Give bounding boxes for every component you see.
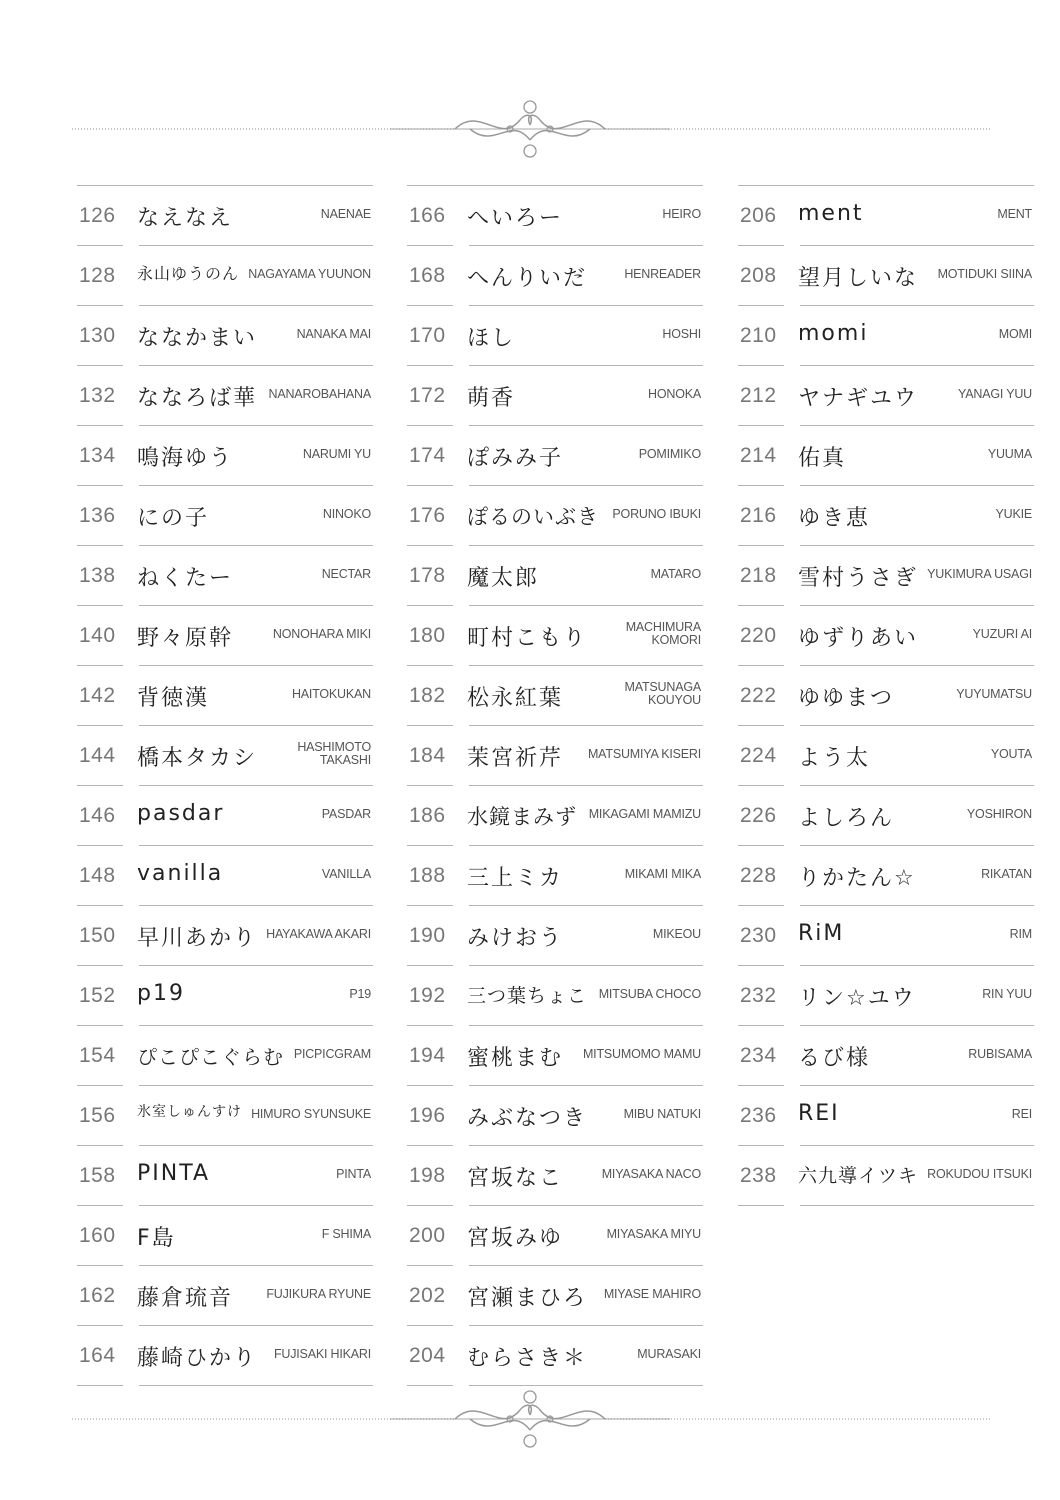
entry-romaji: F SHIMA xyxy=(321,1227,371,1241)
credit-entry xyxy=(407,1326,703,1386)
entry-name: 水鏡まみず xyxy=(467,805,577,829)
entry-name: vanilla xyxy=(137,861,224,886)
entry-name: むらさき＊ xyxy=(467,1346,588,1371)
entry-number: 186 xyxy=(409,804,446,827)
entry-number: 174 xyxy=(409,444,446,467)
entry-romaji: HASHIMOTO TAKASHI xyxy=(297,740,371,767)
credit-entry xyxy=(77,186,373,246)
credit-entry xyxy=(77,906,373,966)
entry-number: 188 xyxy=(409,864,446,887)
entry-name: 萌香 xyxy=(467,386,516,411)
entry-number: 158 xyxy=(79,1164,116,1187)
entry-number: 210 xyxy=(740,324,777,347)
entry-romaji: HAITOKUKAN xyxy=(291,687,371,701)
entry-romaji: MURASAKI xyxy=(637,1347,701,1361)
entry-romaji: NECTAR xyxy=(321,567,371,581)
credit-entry xyxy=(77,1326,373,1386)
credit-entry xyxy=(738,666,1034,726)
entry-name: りかたん☆ xyxy=(798,866,916,891)
credit-entry xyxy=(738,546,1034,606)
entry-romaji: MIYASE MAHIRO xyxy=(603,1287,701,1301)
entry-name: 早川あかり xyxy=(137,926,258,951)
entry-number: 226 xyxy=(740,804,777,827)
entry-number: 140 xyxy=(79,624,116,647)
entry-number: 154 xyxy=(79,1044,116,1067)
entry-name: 橋本タカシ xyxy=(137,746,258,771)
entry-name: ななかまい xyxy=(137,326,258,351)
entry-number: 128 xyxy=(79,264,116,287)
entry-romaji: FUJISAKI HIKARI xyxy=(273,1347,371,1361)
entry-name: リン☆ユウ xyxy=(798,986,916,1011)
entry-romaji: PASDAR xyxy=(321,807,371,821)
credits-column-2 xyxy=(407,185,703,1386)
credit-entry xyxy=(77,606,373,666)
entry-romaji: NINOKO xyxy=(322,507,371,521)
entry-number: 196 xyxy=(409,1104,446,1127)
credit-entry xyxy=(407,546,703,606)
credit-entry xyxy=(77,846,373,906)
entry-name: 松永紅葉 xyxy=(467,686,564,711)
entry-romaji: YUUMA xyxy=(987,447,1032,461)
entry-number: 156 xyxy=(79,1104,116,1127)
entry-name: 茉宮祈芹 xyxy=(467,746,564,771)
entry-romaji: MIBU NATUKI xyxy=(623,1107,701,1121)
credit-entry xyxy=(738,846,1034,906)
entry-romaji: MIKAGAMI MAMIZU xyxy=(588,807,701,821)
credit-entry xyxy=(407,486,703,546)
entry-romaji: RIN YUU xyxy=(982,987,1032,1001)
entry-name: 三上ミカ xyxy=(467,866,564,891)
entry-romaji: MATSUNAGA KOUYOU xyxy=(624,680,701,707)
entry-name: へいろー xyxy=(467,206,564,231)
entry-number: 166 xyxy=(409,204,446,227)
entry-romaji: YUZURI AI xyxy=(972,627,1032,641)
credit-entry xyxy=(738,246,1034,306)
entry-number: 126 xyxy=(79,204,116,227)
entry-number: 184 xyxy=(409,744,446,767)
entry-number: 220 xyxy=(740,624,777,647)
entry-number: 216 xyxy=(740,504,777,527)
credit-entry xyxy=(738,186,1034,246)
entry-name: 蜜桃まむ xyxy=(467,1046,564,1071)
credit-entry xyxy=(77,1026,373,1086)
entry-number: 178 xyxy=(409,564,446,587)
entry-romaji: ROKUDOU ITSUKI xyxy=(927,1167,1032,1181)
entry-name: へんりいだ xyxy=(467,266,588,291)
entry-name: 魔太郎 xyxy=(467,566,540,591)
entry-romaji: RUBISAMA xyxy=(968,1047,1032,1061)
entry-romaji: NANAROBAHANA xyxy=(268,387,371,401)
credit-entry xyxy=(738,426,1034,486)
entry-romaji: POMIMIKO xyxy=(638,447,701,461)
entry-romaji: MACHIMURA KOMORI xyxy=(625,620,701,647)
entry-romaji: YOUTA xyxy=(990,747,1032,761)
entry-number: 144 xyxy=(79,744,116,767)
credit-entry xyxy=(77,1206,373,1266)
entry-romaji: MIKEOU xyxy=(652,927,701,941)
entry-name: ななろば華 xyxy=(137,386,258,411)
entry-number: 224 xyxy=(740,744,777,767)
credit-entry xyxy=(77,306,373,366)
entry-romaji: HONOKA xyxy=(648,387,701,401)
entry-romaji: MITSUBA CHOCO xyxy=(598,987,701,1001)
credit-entry xyxy=(407,426,703,486)
entry-romaji: HENREADER xyxy=(624,267,701,281)
credit-entry xyxy=(407,1026,703,1086)
entry-romaji: VANILLA xyxy=(321,867,371,881)
entry-name: pasdar xyxy=(137,801,225,826)
entry-name: ねくたー xyxy=(137,566,234,591)
entry-romaji: NARUMI YU xyxy=(302,447,371,461)
credit-entry xyxy=(738,966,1034,1026)
credit-entry xyxy=(77,726,373,786)
credit-entry xyxy=(407,1266,703,1326)
entry-number: 208 xyxy=(740,264,777,287)
credit-entry xyxy=(77,246,373,306)
entry-number: 160 xyxy=(79,1224,116,1247)
credit-entry xyxy=(738,366,1034,426)
credit-entry xyxy=(738,1086,1034,1146)
entry-name: 佑真 xyxy=(798,446,847,471)
entry-number: 192 xyxy=(409,984,446,1007)
entry-romaji: MOTIDUKI SIINA xyxy=(937,267,1032,281)
credit-entry xyxy=(407,726,703,786)
entry-number: 168 xyxy=(409,264,446,287)
entry-number: 232 xyxy=(740,984,777,1007)
entry-romaji: FUJIKURA RYUNE xyxy=(266,1287,371,1301)
entry-romaji: NONOHARA MIKI xyxy=(272,627,371,641)
entry-number: 182 xyxy=(409,684,446,707)
entry-name: よう太 xyxy=(798,746,871,771)
entry-number: 136 xyxy=(79,504,116,527)
entry-name: 鳴海ゆう xyxy=(137,446,234,471)
entry-number: 164 xyxy=(79,1344,116,1367)
credit-entry xyxy=(738,306,1034,366)
credit-entry xyxy=(407,246,703,306)
credit-entry xyxy=(407,366,703,426)
credit-entry xyxy=(407,1146,703,1206)
entry-number: 228 xyxy=(740,864,777,887)
entry-number: 222 xyxy=(740,684,777,707)
entry-name: ぴこぴこぐらむ xyxy=(137,1045,284,1069)
credit-entry xyxy=(738,1146,1034,1206)
credit-entry xyxy=(407,906,703,966)
entry-number: 150 xyxy=(79,924,116,947)
credit-entry xyxy=(738,726,1034,786)
credit-entry xyxy=(77,1086,373,1146)
entry-romaji: MATARO xyxy=(650,567,701,581)
entry-romaji: MIKAMI MIKA xyxy=(624,867,701,881)
entry-number: 152 xyxy=(79,984,116,1007)
entry-romaji: REI xyxy=(1011,1107,1032,1121)
entry-romaji: P19 xyxy=(349,987,371,1001)
entry-number: 148 xyxy=(79,864,116,887)
entry-number: 134 xyxy=(79,444,116,467)
entry-romaji: HOSHI xyxy=(662,327,701,341)
entry-number: 176 xyxy=(409,504,446,527)
entry-romaji: MITSUMOMO MAMU xyxy=(582,1047,701,1061)
credit-entry xyxy=(407,786,703,846)
entry-number: 214 xyxy=(740,444,777,467)
credit-entry xyxy=(77,546,373,606)
entry-romaji: NANAKA MAI xyxy=(296,327,371,341)
entry-number: 218 xyxy=(740,564,777,587)
entry-name: 六九導イツキ xyxy=(798,1165,919,1187)
entry-romaji: NAGAYAMA YUUNON xyxy=(248,267,371,281)
entry-number: 132 xyxy=(79,384,116,407)
entry-romaji: RIKATAN xyxy=(981,867,1032,881)
entry-name: ゆゆまつ xyxy=(798,686,895,711)
entry-name: ゆき恵 xyxy=(798,506,871,531)
credit-entry xyxy=(407,306,703,366)
credit-entry xyxy=(77,486,373,546)
entry-name: RiM xyxy=(798,921,845,946)
credit-entry xyxy=(77,1266,373,1326)
entry-romaji: PORUNO IBUKI xyxy=(612,507,701,521)
entry-name: みけおう xyxy=(467,926,564,951)
entry-name: 宮坂なこ xyxy=(467,1166,564,1191)
entry-romaji: MATSUMIYA KISERI xyxy=(587,747,701,761)
entry-number: 142 xyxy=(79,684,116,707)
credit-entry xyxy=(77,366,373,426)
credit-entry xyxy=(407,606,703,666)
entry-romaji: YOSHIRON xyxy=(966,807,1032,821)
entry-number: 130 xyxy=(79,324,116,347)
entry-romaji: NAENAE xyxy=(320,207,371,221)
entry-name: るび様 xyxy=(798,1046,871,1071)
entry-number: 234 xyxy=(740,1044,777,1067)
entry-name: みぶなつき xyxy=(467,1106,588,1131)
credit-entry xyxy=(77,426,373,486)
entry-name: F島 xyxy=(137,1226,176,1251)
entry-romaji: YUKIE xyxy=(995,507,1032,521)
entry-name: ぽみみ子 xyxy=(467,446,564,471)
entry-number: 172 xyxy=(409,384,446,407)
entry-name: 氷室しゅんすけ xyxy=(137,1104,242,1120)
entry-romaji: PICPICGRAM xyxy=(293,1047,371,1061)
entry-name: 藤倉琉音 xyxy=(137,1286,234,1311)
entry-number: 212 xyxy=(740,384,777,407)
credits-column-1 xyxy=(77,185,373,1386)
entry-name: ment xyxy=(798,201,864,226)
entry-romaji: YUYUMATSU xyxy=(956,687,1032,701)
entry-romaji: PINTA xyxy=(336,1167,371,1181)
credit-entry xyxy=(77,1146,373,1206)
bottom-ornament-divider xyxy=(0,1385,1060,1455)
entry-romaji: MENT xyxy=(997,207,1032,221)
entry-name: 宮瀬まひろ xyxy=(467,1286,588,1311)
entry-number: 198 xyxy=(409,1164,446,1187)
credit-entry xyxy=(77,666,373,726)
entry-romaji: MOMI xyxy=(998,327,1032,341)
credit-entry xyxy=(738,1026,1034,1086)
entry-name: 藤崎ひかり xyxy=(137,1346,258,1371)
credit-entry xyxy=(77,786,373,846)
entry-name: ゆずりあい xyxy=(798,626,919,651)
entry-romaji: YANAGI YUU xyxy=(958,387,1032,401)
credit-entry xyxy=(407,966,703,1026)
entry-name: 望月しいな xyxy=(798,266,919,291)
entry-number: 238 xyxy=(740,1164,777,1187)
entry-number: 230 xyxy=(740,924,777,947)
entry-number: 200 xyxy=(409,1224,446,1247)
credit-entry xyxy=(407,846,703,906)
entry-romaji: HIMURO SYUNSUKE xyxy=(251,1107,371,1121)
credit-entry xyxy=(738,606,1034,666)
credit-entry xyxy=(407,1206,703,1266)
entry-number: 180 xyxy=(409,624,446,647)
entry-name: 町村こもり xyxy=(467,626,588,651)
entry-name: 雪村うさぎ xyxy=(798,566,919,591)
entry-name: ヤナギユウ xyxy=(798,386,919,411)
top-ornament-divider xyxy=(0,95,1060,165)
entry-name: にの子 xyxy=(137,506,210,531)
entry-name: PINTA xyxy=(137,1161,210,1186)
entry-name: 宮坂みゆ xyxy=(467,1226,564,1251)
entry-number: 162 xyxy=(79,1284,116,1307)
entry-name: 永山ゆうのん xyxy=(137,264,240,283)
credits-column-3 xyxy=(738,185,1034,1206)
entry-number: 170 xyxy=(409,324,446,347)
credit-entry xyxy=(407,186,703,246)
entry-number: 138 xyxy=(79,564,116,587)
entry-romaji: HEIRO xyxy=(662,207,701,221)
entry-name: ほし xyxy=(467,326,516,351)
credit-entry xyxy=(407,1086,703,1146)
entry-romaji: MIYASAKA MIYU xyxy=(606,1227,701,1241)
entry-number: 190 xyxy=(409,924,446,947)
entry-number: 146 xyxy=(79,804,116,827)
credit-entry xyxy=(738,486,1034,546)
entry-name: 三つ葉ちょこ xyxy=(467,985,588,1007)
entry-number: 236 xyxy=(740,1104,777,1127)
entry-name: REI xyxy=(798,1101,840,1126)
entry-romaji: MIYASAKA NACO xyxy=(601,1167,701,1181)
entry-name: 背徳漢 xyxy=(137,686,210,711)
entry-name: p19 xyxy=(137,981,185,1006)
credit-entry xyxy=(407,666,703,726)
entry-name: なえなえ xyxy=(137,206,234,231)
entry-name: よしろん xyxy=(798,806,895,831)
entry-number: 202 xyxy=(409,1284,446,1307)
entry-name: ぽるのいぶき xyxy=(467,505,599,529)
entry-name: momi xyxy=(798,321,869,346)
entry-romaji: YUKIMURA USAGI xyxy=(927,567,1032,581)
entry-number: 194 xyxy=(409,1044,446,1067)
credit-entry xyxy=(738,786,1034,846)
entry-romaji: HAYAKAWA AKARI xyxy=(266,927,371,941)
entry-number: 206 xyxy=(740,204,777,227)
credit-entry xyxy=(738,906,1034,966)
credit-entry xyxy=(77,966,373,1026)
entry-number: 204 xyxy=(409,1344,446,1367)
entry-name: 野々原幹 xyxy=(137,626,234,651)
entry-romaji: RIM xyxy=(1009,927,1032,941)
